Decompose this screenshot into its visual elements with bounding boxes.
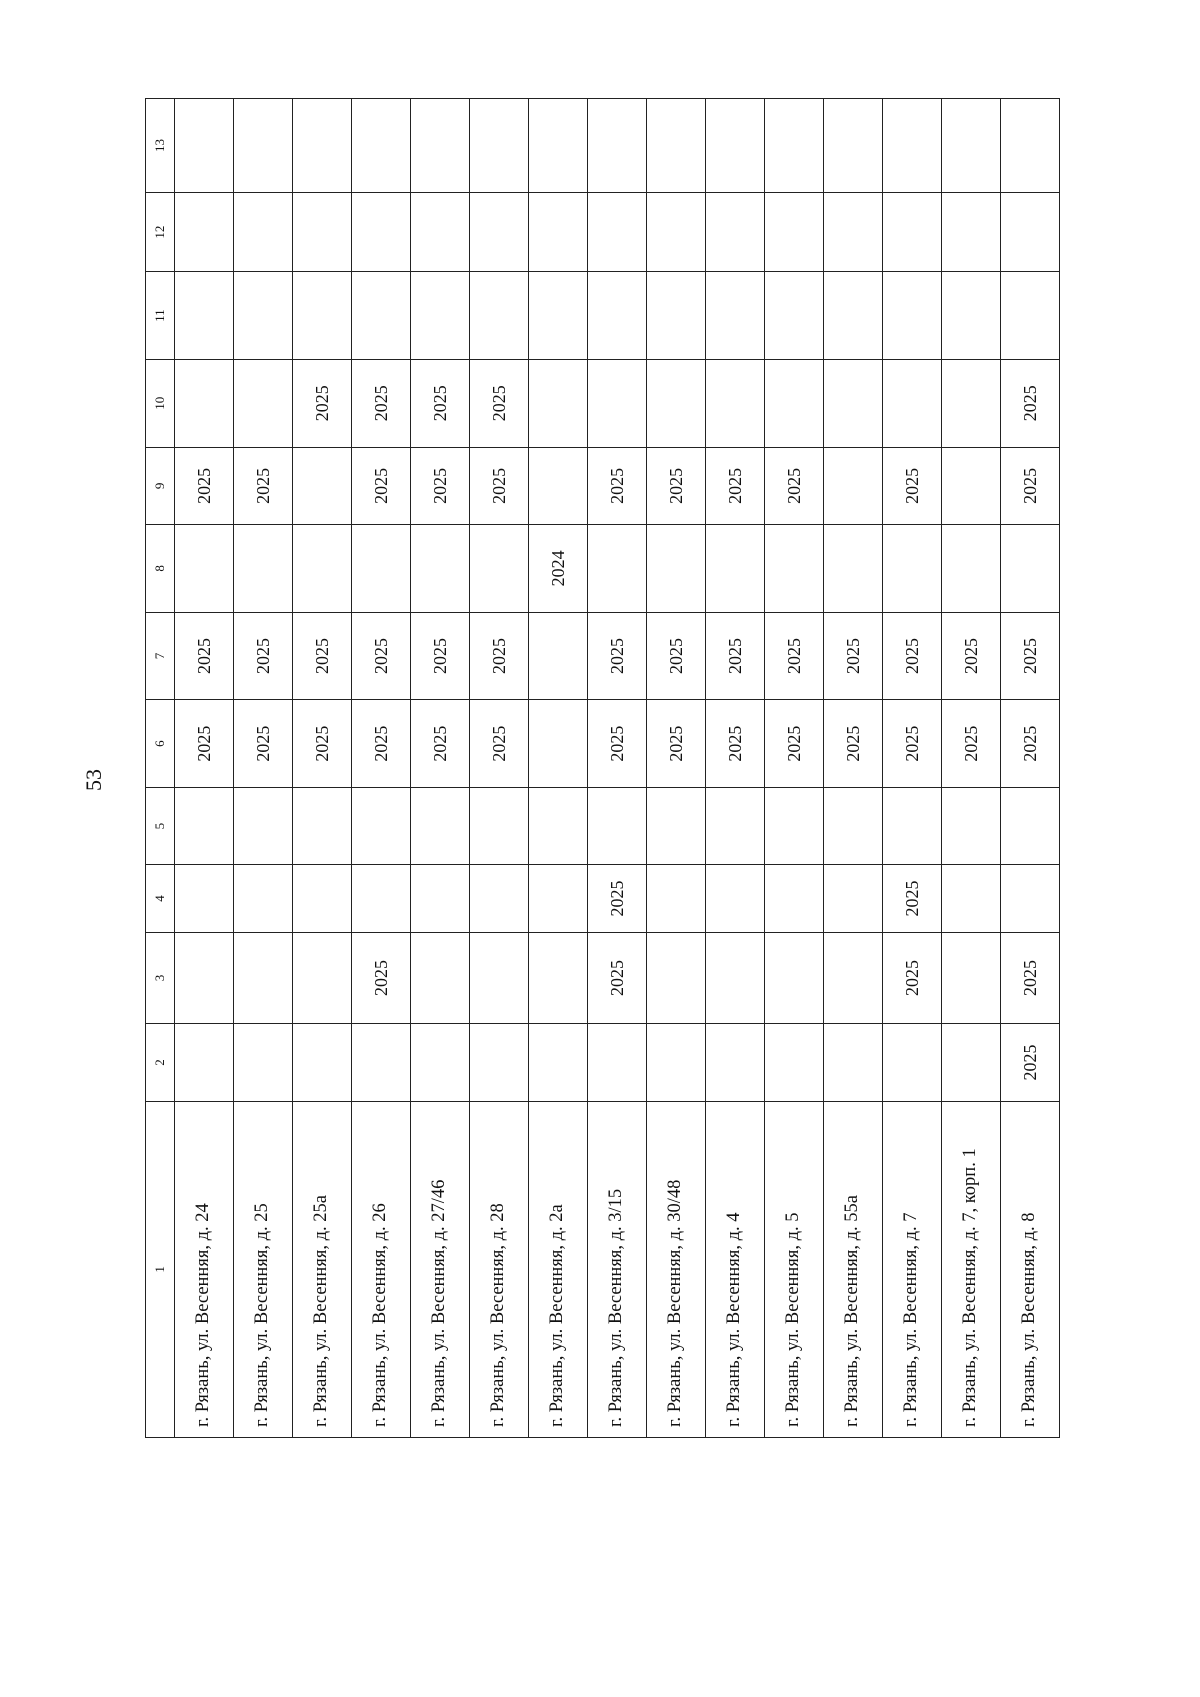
year-cell-col-7: 2025 (1001, 612, 1060, 700)
year-cell-col-4: 2025 (883, 865, 942, 932)
year-cell-col-13 (293, 99, 352, 193)
year-cell-col-2 (470, 1024, 529, 1101)
year-cell-col-6: 2025 (1001, 700, 1060, 788)
address-cell: г. Рязань, ул. Весенняя, д. 25 (234, 1101, 293, 1437)
year-cell-col-8 (293, 525, 352, 613)
year-cell-col-9: 2025 (411, 447, 470, 524)
year-cell-col-13 (411, 99, 470, 193)
year-cell-col-13 (588, 99, 647, 193)
column-header-7: 7 (146, 612, 175, 700)
year-cell-col-2 (883, 1024, 942, 1101)
year-cell-col-2: 2025 (1001, 1024, 1060, 1101)
year-cell-col-7: 2025 (234, 612, 293, 700)
year-cell-col-3: 2025 (588, 932, 647, 1024)
year-cell-col-3: 2025 (1001, 932, 1060, 1024)
year-cell-col-9 (529, 447, 588, 524)
year-cell-col-3 (942, 932, 1001, 1024)
year-cell-col-10 (175, 359, 234, 447)
year-cell-col-2 (175, 1024, 234, 1101)
year-cell-col-13 (942, 99, 1001, 193)
year-cell-col-13 (824, 99, 883, 193)
table-header-row (146, 99, 175, 1438)
year-cell-col-5 (175, 787, 234, 864)
year-cell-col-3 (529, 932, 588, 1024)
year-cell-col-8 (765, 525, 824, 613)
year-cell-col-7: 2025 (293, 612, 352, 700)
table-row (1001, 99, 1060, 1438)
year-cell-col-5 (352, 787, 411, 864)
year-cell-col-13 (883, 99, 942, 193)
address-cell: г. Рязань, ул. Весенняя, д. 7, корп. 1 (942, 1101, 1001, 1437)
year-cell-col-9: 2025 (470, 447, 529, 524)
table-row (824, 99, 883, 1438)
year-cell-col-6: 2025 (588, 700, 647, 788)
page-number: 53 (81, 769, 106, 791)
year-cell-col-4 (411, 865, 470, 932)
address-cell: г. Рязань, ул. Весенняя, д. 7 (883, 1101, 942, 1437)
table-body (175, 99, 1060, 1438)
year-cell-col-6: 2025 (706, 700, 765, 788)
year-cell-col-4 (470, 865, 529, 932)
year-cell-col-10: 2025 (352, 359, 411, 447)
year-cell-col-8 (588, 525, 647, 613)
year-cell-col-4 (175, 865, 234, 932)
year-cell-col-13 (175, 99, 234, 193)
table-row (706, 99, 765, 1438)
column-header-10: 10 (146, 359, 175, 447)
table-row (234, 99, 293, 1438)
table-row (883, 99, 942, 1438)
year-cell-col-6: 2025 (942, 700, 1001, 788)
year-cell-col-2 (234, 1024, 293, 1101)
table-row (588, 99, 647, 1438)
year-cell-col-11 (706, 272, 765, 360)
year-cell-col-6: 2025 (824, 700, 883, 788)
year-cell-col-8 (647, 525, 706, 613)
year-cell-col-7: 2025 (883, 612, 942, 700)
column-header-2: 2 (146, 1024, 175, 1101)
year-cell-col-8: 2024 (529, 525, 588, 613)
year-cell-col-5 (411, 787, 470, 864)
year-cell-col-11 (470, 272, 529, 360)
year-cell-col-13 (352, 99, 411, 193)
year-cell-col-4 (942, 865, 1001, 932)
year-cell-col-5 (824, 787, 883, 864)
year-cell-col-8 (411, 525, 470, 613)
column-header-12: 12 (146, 192, 175, 271)
year-cell-col-3 (411, 932, 470, 1024)
column-header-3: 3 (146, 932, 175, 1024)
table-row (175, 99, 234, 1438)
year-cell-col-12 (824, 192, 883, 271)
year-cell-col-12 (175, 192, 234, 271)
year-cell-col-9: 2025 (765, 447, 824, 524)
year-cell-col-4 (765, 865, 824, 932)
year-cell-col-13 (706, 99, 765, 193)
year-cell-col-3: 2025 (883, 932, 942, 1024)
year-cell-col-5 (588, 787, 647, 864)
year-cell-col-10: 2025 (293, 359, 352, 447)
year-cell-col-9: 2025 (647, 447, 706, 524)
address-cell: г. Рязань, ул. Весенняя, д. 8 (1001, 1101, 1060, 1437)
year-cell-col-5 (942, 787, 1001, 864)
year-cell-col-11 (352, 272, 411, 360)
year-cell-col-8 (352, 525, 411, 613)
year-cell-col-5 (765, 787, 824, 864)
table-row (293, 99, 352, 1438)
year-cell-col-10 (765, 359, 824, 447)
year-cell-col-10 (529, 359, 588, 447)
year-cell-col-5 (470, 787, 529, 864)
year-cell-col-4: 2025 (588, 865, 647, 932)
address-cell: г. Рязань, ул. Весенняя, д. 26 (352, 1101, 411, 1437)
year-cell-col-13 (470, 99, 529, 193)
year-cell-col-2 (942, 1024, 1001, 1101)
year-cell-col-11 (883, 272, 942, 360)
year-cell-col-5 (234, 787, 293, 864)
column-header-6: 6 (146, 700, 175, 788)
year-cell-col-6: 2025 (175, 700, 234, 788)
year-cell-col-11 (234, 272, 293, 360)
year-cell-col-3 (470, 932, 529, 1024)
table-row (647, 99, 706, 1438)
year-cell-col-3 (293, 932, 352, 1024)
year-cell-col-12 (234, 192, 293, 271)
column-header-8: 8 (146, 525, 175, 613)
year-cell-col-2 (293, 1024, 352, 1101)
column-header-1: 1 (146, 1101, 175, 1437)
year-cell-col-6: 2025 (470, 700, 529, 788)
year-cell-col-2 (411, 1024, 470, 1101)
year-cell-col-5 (647, 787, 706, 864)
year-cell-col-10 (942, 359, 1001, 447)
table-row (411, 99, 470, 1438)
address-cell: г. Рязань, ул. Весенняя, д. 4 (706, 1101, 765, 1437)
year-cell-col-12 (647, 192, 706, 271)
year-cell-col-10 (588, 359, 647, 447)
year-cell-col-5 (706, 787, 765, 864)
year-cell-col-10 (647, 359, 706, 447)
year-cell-col-3 (765, 932, 824, 1024)
year-cell-col-7: 2025 (175, 612, 234, 700)
address-cell: г. Рязань, ул. Весенняя, д. 27/46 (411, 1101, 470, 1437)
year-cell-col-2 (765, 1024, 824, 1101)
year-cell-col-2 (824, 1024, 883, 1101)
column-header-11: 11 (146, 272, 175, 360)
year-cell-col-7: 2025 (824, 612, 883, 700)
year-cell-col-5 (883, 787, 942, 864)
table-container (145, 98, 1060, 1438)
year-cell-col-3 (824, 932, 883, 1024)
year-cell-col-6: 2025 (647, 700, 706, 788)
year-cell-col-7: 2025 (647, 612, 706, 700)
year-cell-col-9 (942, 447, 1001, 524)
year-cell-col-7: 2025 (470, 612, 529, 700)
year-cell-col-13 (765, 99, 824, 193)
table-row (942, 99, 1001, 1438)
year-cell-col-3: 2025 (352, 932, 411, 1024)
year-cell-col-11 (765, 272, 824, 360)
year-cell-col-6: 2025 (234, 700, 293, 788)
year-cell-col-7 (529, 612, 588, 700)
year-cell-col-13 (234, 99, 293, 193)
address-cell: г. Рязань, ул. Весенняя, д. 2а (529, 1101, 588, 1437)
year-cell-col-9: 2025 (352, 447, 411, 524)
year-cell-col-11 (411, 272, 470, 360)
year-cell-col-7: 2025 (942, 612, 1001, 700)
year-cell-col-9: 2025 (883, 447, 942, 524)
table-row (765, 99, 824, 1438)
year-cell-col-4 (647, 865, 706, 932)
year-cell-col-2 (352, 1024, 411, 1101)
year-cell-col-9: 2025 (706, 447, 765, 524)
year-cell-col-10: 2025 (1001, 359, 1060, 447)
table-row (352, 99, 411, 1438)
year-cell-col-9: 2025 (175, 447, 234, 524)
year-cell-col-13 (1001, 99, 1060, 193)
year-cell-col-8 (883, 525, 942, 613)
year-cell-col-12 (470, 192, 529, 271)
year-cell-col-12 (706, 192, 765, 271)
year-cell-col-7: 2025 (588, 612, 647, 700)
year-cell-col-6: 2025 (411, 700, 470, 788)
year-cell-col-11 (824, 272, 883, 360)
year-cell-col-9: 2025 (588, 447, 647, 524)
column-header-4: 4 (146, 865, 175, 932)
year-cell-col-10 (706, 359, 765, 447)
year-cell-col-4 (1001, 865, 1060, 932)
year-cell-col-11 (588, 272, 647, 360)
address-cell: г. Рязань, ул. Весенняя, д. 5 (765, 1101, 824, 1437)
year-cell-col-3 (175, 932, 234, 1024)
year-cell-col-9 (824, 447, 883, 524)
year-cell-col-11 (529, 272, 588, 360)
year-cell-col-2 (706, 1024, 765, 1101)
year-cell-col-6: 2025 (293, 700, 352, 788)
address-cell: г. Рязань, ул. Весенняя, д. 3/15 (588, 1101, 647, 1437)
year-cell-col-4 (824, 865, 883, 932)
year-cell-col-9: 2025 (234, 447, 293, 524)
year-cell-col-11 (175, 272, 234, 360)
column-header-5: 5 (146, 787, 175, 864)
year-cell-col-12 (883, 192, 942, 271)
year-cell-col-13 (647, 99, 706, 193)
address-cell: г. Рязань, ул. Весенняя, д. 30/48 (647, 1101, 706, 1437)
year-cell-col-10 (883, 359, 942, 447)
year-cell-col-6 (529, 700, 588, 788)
year-cell-col-7: 2025 (765, 612, 824, 700)
year-cell-col-8 (175, 525, 234, 613)
year-cell-col-4 (234, 865, 293, 932)
year-cell-col-4 (293, 865, 352, 932)
table-row (470, 99, 529, 1438)
year-cell-col-10 (234, 359, 293, 447)
year-cell-col-7: 2025 (411, 612, 470, 700)
year-cell-col-12 (293, 192, 352, 271)
year-cell-col-11 (942, 272, 1001, 360)
year-cell-col-2 (588, 1024, 647, 1101)
year-cell-col-12 (588, 192, 647, 271)
year-cell-col-6: 2025 (883, 700, 942, 788)
year-cell-col-10: 2025 (470, 359, 529, 447)
address-cell: г. Рязань, ул. Весенняя, д. 55а (824, 1101, 883, 1437)
year-cell-col-11 (293, 272, 352, 360)
year-cell-col-12 (942, 192, 1001, 271)
year-cell-col-4 (706, 865, 765, 932)
year-cell-col-13 (529, 99, 588, 193)
year-cell-col-5 (293, 787, 352, 864)
year-cell-col-5 (1001, 787, 1060, 864)
year-cell-col-2 (647, 1024, 706, 1101)
year-cell-col-4 (352, 865, 411, 932)
year-cell-col-3 (706, 932, 765, 1024)
year-cell-col-3 (234, 932, 293, 1024)
year-cell-col-5 (529, 787, 588, 864)
year-cell-col-10: 2025 (411, 359, 470, 447)
data-table (145, 98, 1060, 1438)
year-cell-col-9: 2025 (1001, 447, 1060, 524)
year-cell-col-2 (529, 1024, 588, 1101)
table-row (529, 99, 588, 1438)
column-header-9: 9 (146, 447, 175, 524)
year-cell-col-12 (1001, 192, 1060, 271)
year-cell-col-8 (942, 525, 1001, 613)
year-cell-col-6: 2025 (765, 700, 824, 788)
year-cell-col-10 (824, 359, 883, 447)
year-cell-col-8 (1001, 525, 1060, 613)
year-cell-col-9 (293, 447, 352, 524)
year-cell-col-12 (765, 192, 824, 271)
year-cell-col-11 (647, 272, 706, 360)
year-cell-col-12 (529, 192, 588, 271)
address-cell: г. Рязань, ул. Весенняя, д. 28 (470, 1101, 529, 1437)
year-cell-col-8 (706, 525, 765, 613)
year-cell-col-12 (352, 192, 411, 271)
year-cell-col-7: 2025 (706, 612, 765, 700)
year-cell-col-8 (824, 525, 883, 613)
year-cell-col-7: 2025 (352, 612, 411, 700)
year-cell-col-11 (1001, 272, 1060, 360)
address-cell: г. Рязань, ул. Весенняя, д. 24 (175, 1101, 234, 1437)
year-cell-col-8 (470, 525, 529, 613)
year-cell-col-12 (411, 192, 470, 271)
year-cell-col-3 (647, 932, 706, 1024)
column-header-13: 13 (146, 99, 175, 193)
year-cell-col-8 (234, 525, 293, 613)
address-cell: г. Рязань, ул. Весенняя, д. 25а (293, 1101, 352, 1437)
year-cell-col-6: 2025 (352, 700, 411, 788)
year-cell-col-4 (529, 865, 588, 932)
